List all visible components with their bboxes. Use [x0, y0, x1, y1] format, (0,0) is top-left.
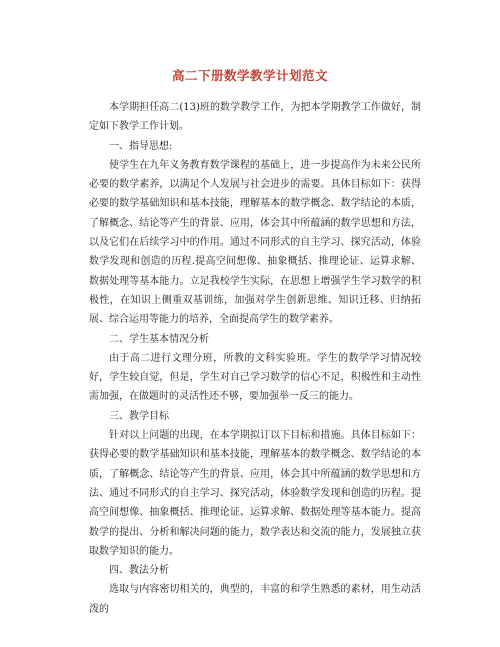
- teaching-methods-paragraph: 选取与内容密切相关的，典型的，丰富的和学生熟悉的素材，用生动活泼的: [89, 584, 421, 615]
- document-body: [89, 98, 421, 619]
- document-title: 高二下册数学教学计划范文: [171, 68, 328, 83]
- section-heading-teaching-goals: 三、教学目标: [109, 410, 169, 422]
- teaching-goals-paragraph: 针对以上问题的出现，在本学期拟订以下目标和措施。具体目标如下：获得必要的数学基础知识和基本技能，理解基本的数学概念、数学结论的本质，了解概念、结论等产生的背景、应用，体会其中所蕴涵的数学思想和方法、通过不同形式的自主学习、探究活动，体验数学发现和创造的历程。提高空间想像、抽象概括、推理论证、运算求解、数据处理等基本能力。提高数学的提出、分析和解决问题的能力，数学表达和交流的能力，发展独立获取数学知识的能力。: [89, 430, 421, 557]
- section-heading-guiding-ideology: 一、指导思想:: [109, 140, 173, 152]
- section-heading-teaching-methods: 四、教法分析: [109, 565, 169, 577]
- student-analysis-paragraph: 由于高二进行文理分班，所教的文科实验班。学生的数学学习情况较好，学生较自觉，但是，学生对自己学习数学的信心不足，积极性和主动性需加强，在做题时的灵活性还不够，要加强举一反三的能力。: [89, 352, 421, 403]
- guiding-ideology-paragraph: 使学生在九年义务教育数学课程的基础上，进一步提高作为未来公民所必要的数学素养，以满足个人发展与社会进步的需要。具体目标如下：获得必要的数学基础知识和基本技能，理解基本的数学概念、数学结论的本质，了解概念、结论等产生的背景、应用，体会其中所蕴涵的数学思想和方法，以及它们在后续学习中的作用。通过不同形式的自主学习、探究活动，体验数学发现和创造的历程.提高空间想像、抽象概括、推理论证、运算求解、数据处理等基本能力。立足我校学生实际，在思想上增强学生学习数学的积极性，在知识上侧重双基训练，加强对学生创新思维、知识迁移、归纳拓展、综合运用等能力的培养，全面提高学生的数学素养。: [89, 159, 421, 326]
- intro-paragraph: 本学期担任高二(13)班的数学教学工作，为把本学期教学工作做好，制定如下教学工作计划。: [89, 102, 421, 133]
- section-heading-student-analysis: 二、学生基本情况分析: [109, 333, 209, 345]
